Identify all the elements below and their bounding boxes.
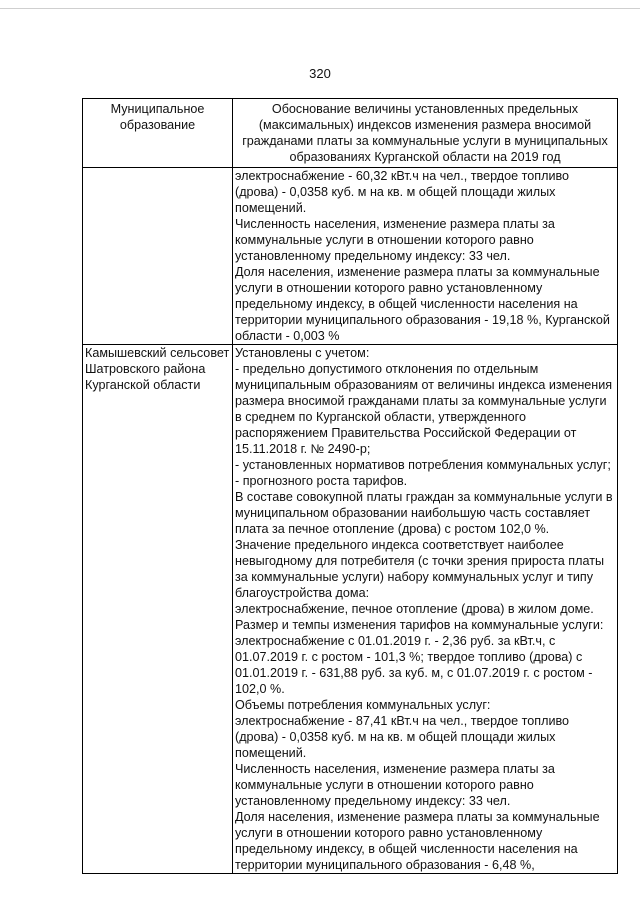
page-number: 320 — [309, 66, 331, 81]
row-justification — [233, 345, 618, 874]
paragraph: - предельно допустимого отклонения по отдельным муниципальным образованиям от величины индекса изменения размера вносимой гражданами платы за коммунальные услуги в среднем по Курганской области, утвержденного распоряжением Правительства Российской Федерации от 15.11.2018 г. № 2490-р; — [235, 362, 613, 456]
paragraph: электроснабжение - 60,32 кВт.ч на чел., твердое топливо (дрова) - 0,0358 куб. м на кв. м общей площади жилых помещений. — [235, 169, 570, 215]
header-justification: Обоснование величины установленных предельных (максимальных) индексов изменения размера вносимой гражданами платы за коммунальные услуги в муниципальных образованиях Курганской области на 2019 год — [233, 99, 618, 168]
row-justification — [233, 168, 618, 345]
table-header-row — [83, 99, 618, 168]
table-row — [83, 168, 618, 345]
table-row — [83, 345, 618, 874]
row-municipality: Камышевский сельсовет Шатровского района Курганской области — [83, 345, 233, 874]
paragraph: Объемы потребления коммунальных услуг: — [235, 698, 491, 712]
paragraph: Численность населения, изменение размера платы за коммунальные услуги в отношении которого равно установленному предельному индексу: 33 чел. — [235, 217, 555, 263]
paragraph: Размер и темпы изменения тарифов на коммунальные услуги: — [235, 618, 604, 632]
paragraph: Доля населения, изменение размера платы за коммунальные услуги в отношении которого равно установленному предельному индексу, в общей численности населения на территории муниципального образования - 19,18 %, Курганской области - 0,003 % — [235, 265, 610, 343]
paragraph: В составе совокупной платы граждан за коммунальные услуги в муниципальном образовании наибольшую часть составляет плата за печное отопление (дрова) с ростом 102,0 %. — [235, 490, 613, 536]
paragraph: - прогнозного роста тарифов. — [235, 474, 408, 488]
paragraph: Значение предельного индекса соответствует наиболее невыгодному для потребителя (с точки зрения прироста платы за коммунальные услуги) набору коммунальных услуг и типу благоустройства дома: — [235, 538, 605, 600]
paragraph: Численность населения, изменение размера платы за коммунальные услуги в отношении которого равно установленному предельному индексу: 33 чел. — [235, 762, 555, 808]
header-municipality: Муниципальное образование — [83, 99, 233, 168]
paragraph: Установлены с учетом: — [235, 346, 370, 360]
paragraph: электроснабжение, печное отопление (дрова) в жилом доме. — [235, 602, 594, 616]
paragraph: - установленных нормативов потребления коммунальных услуг; — [235, 458, 611, 472]
paragraph: электроснабжение с 01.01.2019 г. - 2,36 руб. за кВт.ч, с 01.07.2019 г. с ростом - 101,3 %; твердое топливо (дрова) с 01.01.2019 г. - 631,88 руб. за куб. м, с 01.07.2019 г. с ростом - 102,0 %. — [235, 634, 593, 696]
scan-top-edge — [0, 8, 640, 9]
row-municipality — [83, 168, 233, 345]
paragraph: электроснабжение - 87,41 кВт.ч на чел., твердое топливо (дрова) - 0,0358 куб. м на кв. м общей площади жилых помещений. — [235, 714, 570, 760]
tariff-index-table — [82, 98, 618, 874]
paragraph: Доля населения, изменение размера платы за коммунальные услуги в отношении которого равно установленному предельному индексу, в общей численности населения на территории муниципального образования - 6,48 %, — [235, 810, 600, 872]
